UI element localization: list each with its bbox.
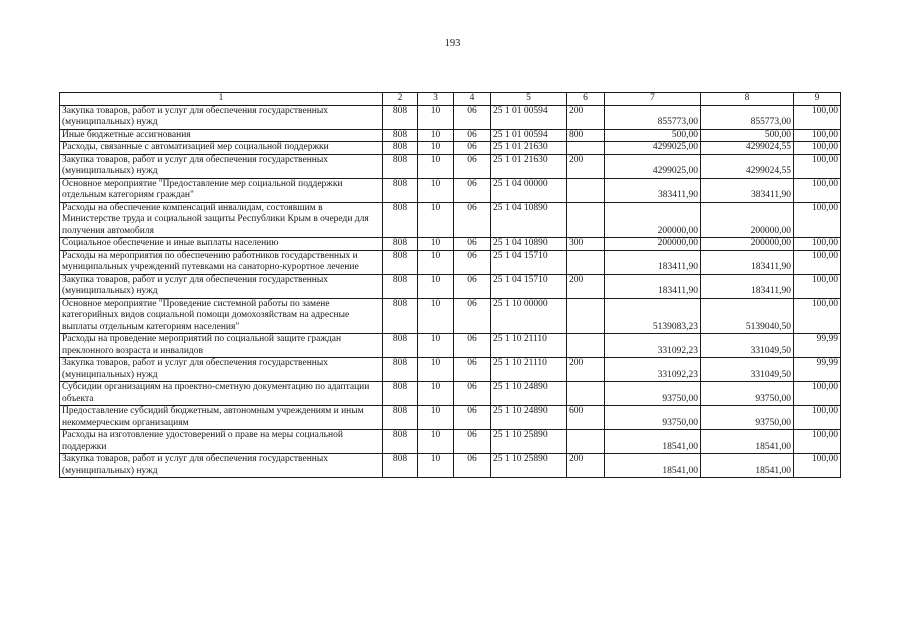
row-code-6: [567, 202, 605, 238]
row-code-3: 10: [418, 178, 454, 202]
row-value-8: 4299024,55: [701, 142, 794, 155]
row-description: Предоставление субсидий бюджетным, автономным учреждениям и иным некоммерческим организациям: [60, 406, 383, 430]
row-description: Основное мероприятие "Предоставление мер социальной поддержки отдельным категориям граждан": [60, 178, 383, 202]
row-description: Субсидии организациям на проектно-сметную документацию по адаптации объекта: [60, 382, 383, 406]
row-code-2: 808: [383, 298, 418, 334]
row-value-7: 18541,00: [605, 454, 701, 478]
row-description: Расходы, связанные с автоматизацией мер социальной поддержки: [60, 142, 383, 155]
row-code-6: [567, 142, 605, 155]
row-value-9: 100,00: [794, 178, 841, 202]
row-value-8: 5139040,50: [701, 298, 794, 334]
row-description: Основное мероприятие "Проведение системной работы по замене категорийных видов социальной помощи домохозяйствам на адресные выплаты отдельным категориям населения": [60, 298, 383, 334]
row-code-2: 808: [383, 202, 418, 238]
row-description: Закупка товаров, работ и услуг для обеспечения государственных (муниципальных) нужд: [60, 454, 383, 478]
row-code-2: 808: [383, 105, 418, 129]
row-code-2: 808: [383, 238, 418, 251]
row-code-2: 808: [383, 142, 418, 155]
row-value-9: 100,00: [794, 382, 841, 406]
row-code-4: 06: [454, 178, 491, 202]
row-code-3: 10: [418, 454, 454, 478]
budget-table: [59, 92, 841, 478]
table-row: [60, 129, 841, 142]
row-value-8: 183411,90: [701, 250, 794, 274]
row-value-8: 183411,90: [701, 274, 794, 298]
row-code-3: 10: [418, 406, 454, 430]
row-value-7: 183411,90: [605, 250, 701, 274]
table-row: [60, 274, 841, 298]
row-code-4: 06: [454, 382, 491, 406]
row-value-9: 100,00: [794, 105, 841, 129]
table-row: [60, 105, 841, 129]
row-code-5: 25 1 10 25890: [491, 430, 567, 454]
table-row: [60, 358, 841, 382]
row-value-9: 100,00: [794, 298, 841, 334]
row-code-5: 25 1 04 15710: [491, 250, 567, 274]
row-code-3: 10: [418, 129, 454, 142]
row-code-4: 06: [454, 202, 491, 238]
row-code-4: 06: [454, 358, 491, 382]
row-code-6: 200: [567, 454, 605, 478]
row-value-8: 4299024,55: [701, 154, 794, 178]
column-header: 8: [701, 93, 794, 106]
row-value-9: 100,00: [794, 142, 841, 155]
row-code-5: 25 1 04 00000: [491, 178, 567, 202]
row-code-6: 200: [567, 358, 605, 382]
table-row: [60, 238, 841, 251]
row-value-9: 99,99: [794, 334, 841, 358]
table-row: [60, 202, 841, 238]
table-row: [60, 334, 841, 358]
row-description: Закупка товаров, работ и услуг для обеспечения государственных (муниципальных) нужд: [60, 274, 383, 298]
row-code-2: 808: [383, 406, 418, 430]
row-code-5: 25 1 01 21630: [491, 154, 567, 178]
row-code-3: 10: [418, 382, 454, 406]
row-value-7: 18541,00: [605, 430, 701, 454]
row-code-5: 25 1 10 24890: [491, 382, 567, 406]
row-value-7: 4299025,00: [605, 142, 701, 155]
row-value-9: 100,00: [794, 238, 841, 251]
table-row: [60, 178, 841, 202]
row-value-8: 200000,00: [701, 202, 794, 238]
row-value-8: 18541,00: [701, 454, 794, 478]
row-code-6: 200: [567, 154, 605, 178]
table-row: [60, 250, 841, 274]
column-header: 4: [454, 93, 491, 106]
row-code-3: 10: [418, 358, 454, 382]
page-number: 193: [444, 38, 461, 49]
row-code-5: 25 1 10 25890: [491, 454, 567, 478]
row-code-2: 808: [383, 274, 418, 298]
row-code-6: 600: [567, 406, 605, 430]
row-value-9: 100,00: [794, 154, 841, 178]
row-code-4: 06: [454, 430, 491, 454]
row-description: Расходы на изготовление удостоверений о праве на меры социальной поддержки: [60, 430, 383, 454]
row-code-6: 200: [567, 105, 605, 129]
row-code-3: 10: [418, 202, 454, 238]
row-code-6: [567, 178, 605, 202]
row-code-5: 25 1 10 21110: [491, 358, 567, 382]
row-code-5: 25 1 01 21630: [491, 142, 567, 155]
row-value-8: 93750,00: [701, 406, 794, 430]
row-code-6: [567, 430, 605, 454]
row-value-7: 93750,00: [605, 382, 701, 406]
row-value-7: 93750,00: [605, 406, 701, 430]
row-value-8: 331049,50: [701, 334, 794, 358]
row-value-9: 100,00: [794, 250, 841, 274]
row-code-4: 06: [454, 454, 491, 478]
row-code-5: 25 1 01 00594: [491, 105, 567, 129]
table-row: [60, 382, 841, 406]
row-code-4: 06: [454, 154, 491, 178]
table-row: [60, 154, 841, 178]
row-code-5: 25 1 10 24890: [491, 406, 567, 430]
row-code-3: 10: [418, 154, 454, 178]
column-header: 9: [794, 93, 841, 106]
row-code-2: 808: [383, 430, 418, 454]
row-value-8: 18541,00: [701, 430, 794, 454]
row-code-4: 06: [454, 274, 491, 298]
row-value-9: 100,00: [794, 202, 841, 238]
column-header: 6: [567, 93, 605, 106]
row-code-4: 06: [454, 142, 491, 155]
row-code-3: 10: [418, 105, 454, 129]
row-code-2: 808: [383, 178, 418, 202]
row-description: Закупка товаров, работ и услуг для обеспечения государственных (муниципальных) нужд: [60, 358, 383, 382]
row-code-3: 10: [418, 250, 454, 274]
row-code-5: 25 1 04 15710: [491, 274, 567, 298]
row-code-5: 25 1 10 21110: [491, 334, 567, 358]
row-code-2: 808: [383, 358, 418, 382]
row-value-7: 500,00: [605, 129, 701, 142]
row-value-9: 100,00: [794, 129, 841, 142]
row-code-2: 808: [383, 250, 418, 274]
row-value-7: 4299025,00: [605, 154, 701, 178]
row-value-9: 100,00: [794, 454, 841, 478]
row-value-9: 100,00: [794, 430, 841, 454]
row-code-6: 200: [567, 274, 605, 298]
row-value-7: 855773,00: [605, 105, 701, 129]
row-description: Расходы на мероприятия по обеспечению работников государственных и муниципальных учреждений путевками на санаторно-курортное лечение: [60, 250, 383, 274]
row-code-4: 06: [454, 334, 491, 358]
row-description: Расходы на проведение мероприятий по социальной защите граждан преклонного возраста и инвалидов: [60, 334, 383, 358]
row-code-3: 10: [418, 238, 454, 251]
row-code-6: [567, 298, 605, 334]
row-description: Закупка товаров, работ и услуг для обеспечения государственных (муниципальных) нужд: [60, 154, 383, 178]
row-value-9: 99,99: [794, 358, 841, 382]
row-value-7: 200000,00: [605, 202, 701, 238]
row-code-4: 06: [454, 406, 491, 430]
row-value-7: 183411,90: [605, 274, 701, 298]
row-value-8: 93750,00: [701, 382, 794, 406]
row-value-9: 100,00: [794, 406, 841, 430]
row-code-6: [567, 334, 605, 358]
column-header: 2: [383, 93, 418, 106]
table-row: [60, 454, 841, 478]
column-header: 7: [605, 93, 701, 106]
row-code-3: 10: [418, 334, 454, 358]
row-code-6: [567, 382, 605, 406]
row-value-7: 331092,23: [605, 358, 701, 382]
row-code-3: 10: [418, 298, 454, 334]
row-code-5: 25 1 10 00000: [491, 298, 567, 334]
row-description: Закупка товаров, работ и услуг для обеспечения государственных (муниципальных) нужд: [60, 105, 383, 129]
row-code-4: 06: [454, 250, 491, 274]
row-value-7: 5139083,23: [605, 298, 701, 334]
row-code-4: 06: [454, 105, 491, 129]
row-value-7: 331092,23: [605, 334, 701, 358]
row-code-2: 808: [383, 334, 418, 358]
row-code-2: 808: [383, 129, 418, 142]
row-value-8: 383411,90: [701, 178, 794, 202]
row-code-3: 10: [418, 142, 454, 155]
row-value-8: 331049,50: [701, 358, 794, 382]
row-value-8: 500,00: [701, 129, 794, 142]
table-row: [60, 298, 841, 334]
row-code-4: 06: [454, 129, 491, 142]
table-row: [60, 430, 841, 454]
row-value-8: 200000,00: [701, 238, 794, 251]
row-description: Иные бюджетные ассигнования: [60, 129, 383, 142]
table-row: [60, 142, 841, 155]
row-code-5: 25 1 04 10890: [491, 202, 567, 238]
table-header-row: [60, 93, 841, 106]
table-row: [60, 406, 841, 430]
row-code-3: 10: [418, 274, 454, 298]
row-value-7: 383411,90: [605, 178, 701, 202]
row-description: Социальное обеспечение и иные выплаты населению: [60, 238, 383, 251]
row-code-5: 25 1 01 00594: [491, 129, 567, 142]
row-value-8: 855773,00: [701, 105, 794, 129]
row-value-9: 100,00: [794, 274, 841, 298]
row-code-6: [567, 250, 605, 274]
row-code-2: 808: [383, 154, 418, 178]
row-code-6: 800: [567, 129, 605, 142]
row-description: Расходы на обеспечение компенсаций инвалидам, состоявшим в Министерстве труда и социальной защиты Республики Крым в очереди для получения автомобиля: [60, 202, 383, 238]
row-code-4: 06: [454, 298, 491, 334]
row-code-2: 808: [383, 382, 418, 406]
row-code-6: 300: [567, 238, 605, 251]
row-code-2: 808: [383, 454, 418, 478]
row-code-5: 25 1 04 10890: [491, 238, 567, 251]
row-code-4: 06: [454, 238, 491, 251]
row-code-3: 10: [418, 430, 454, 454]
row-value-7: 200000,00: [605, 238, 701, 251]
column-header: 3: [418, 93, 454, 106]
column-header: 1: [60, 93, 383, 106]
column-header: 5: [491, 93, 567, 106]
